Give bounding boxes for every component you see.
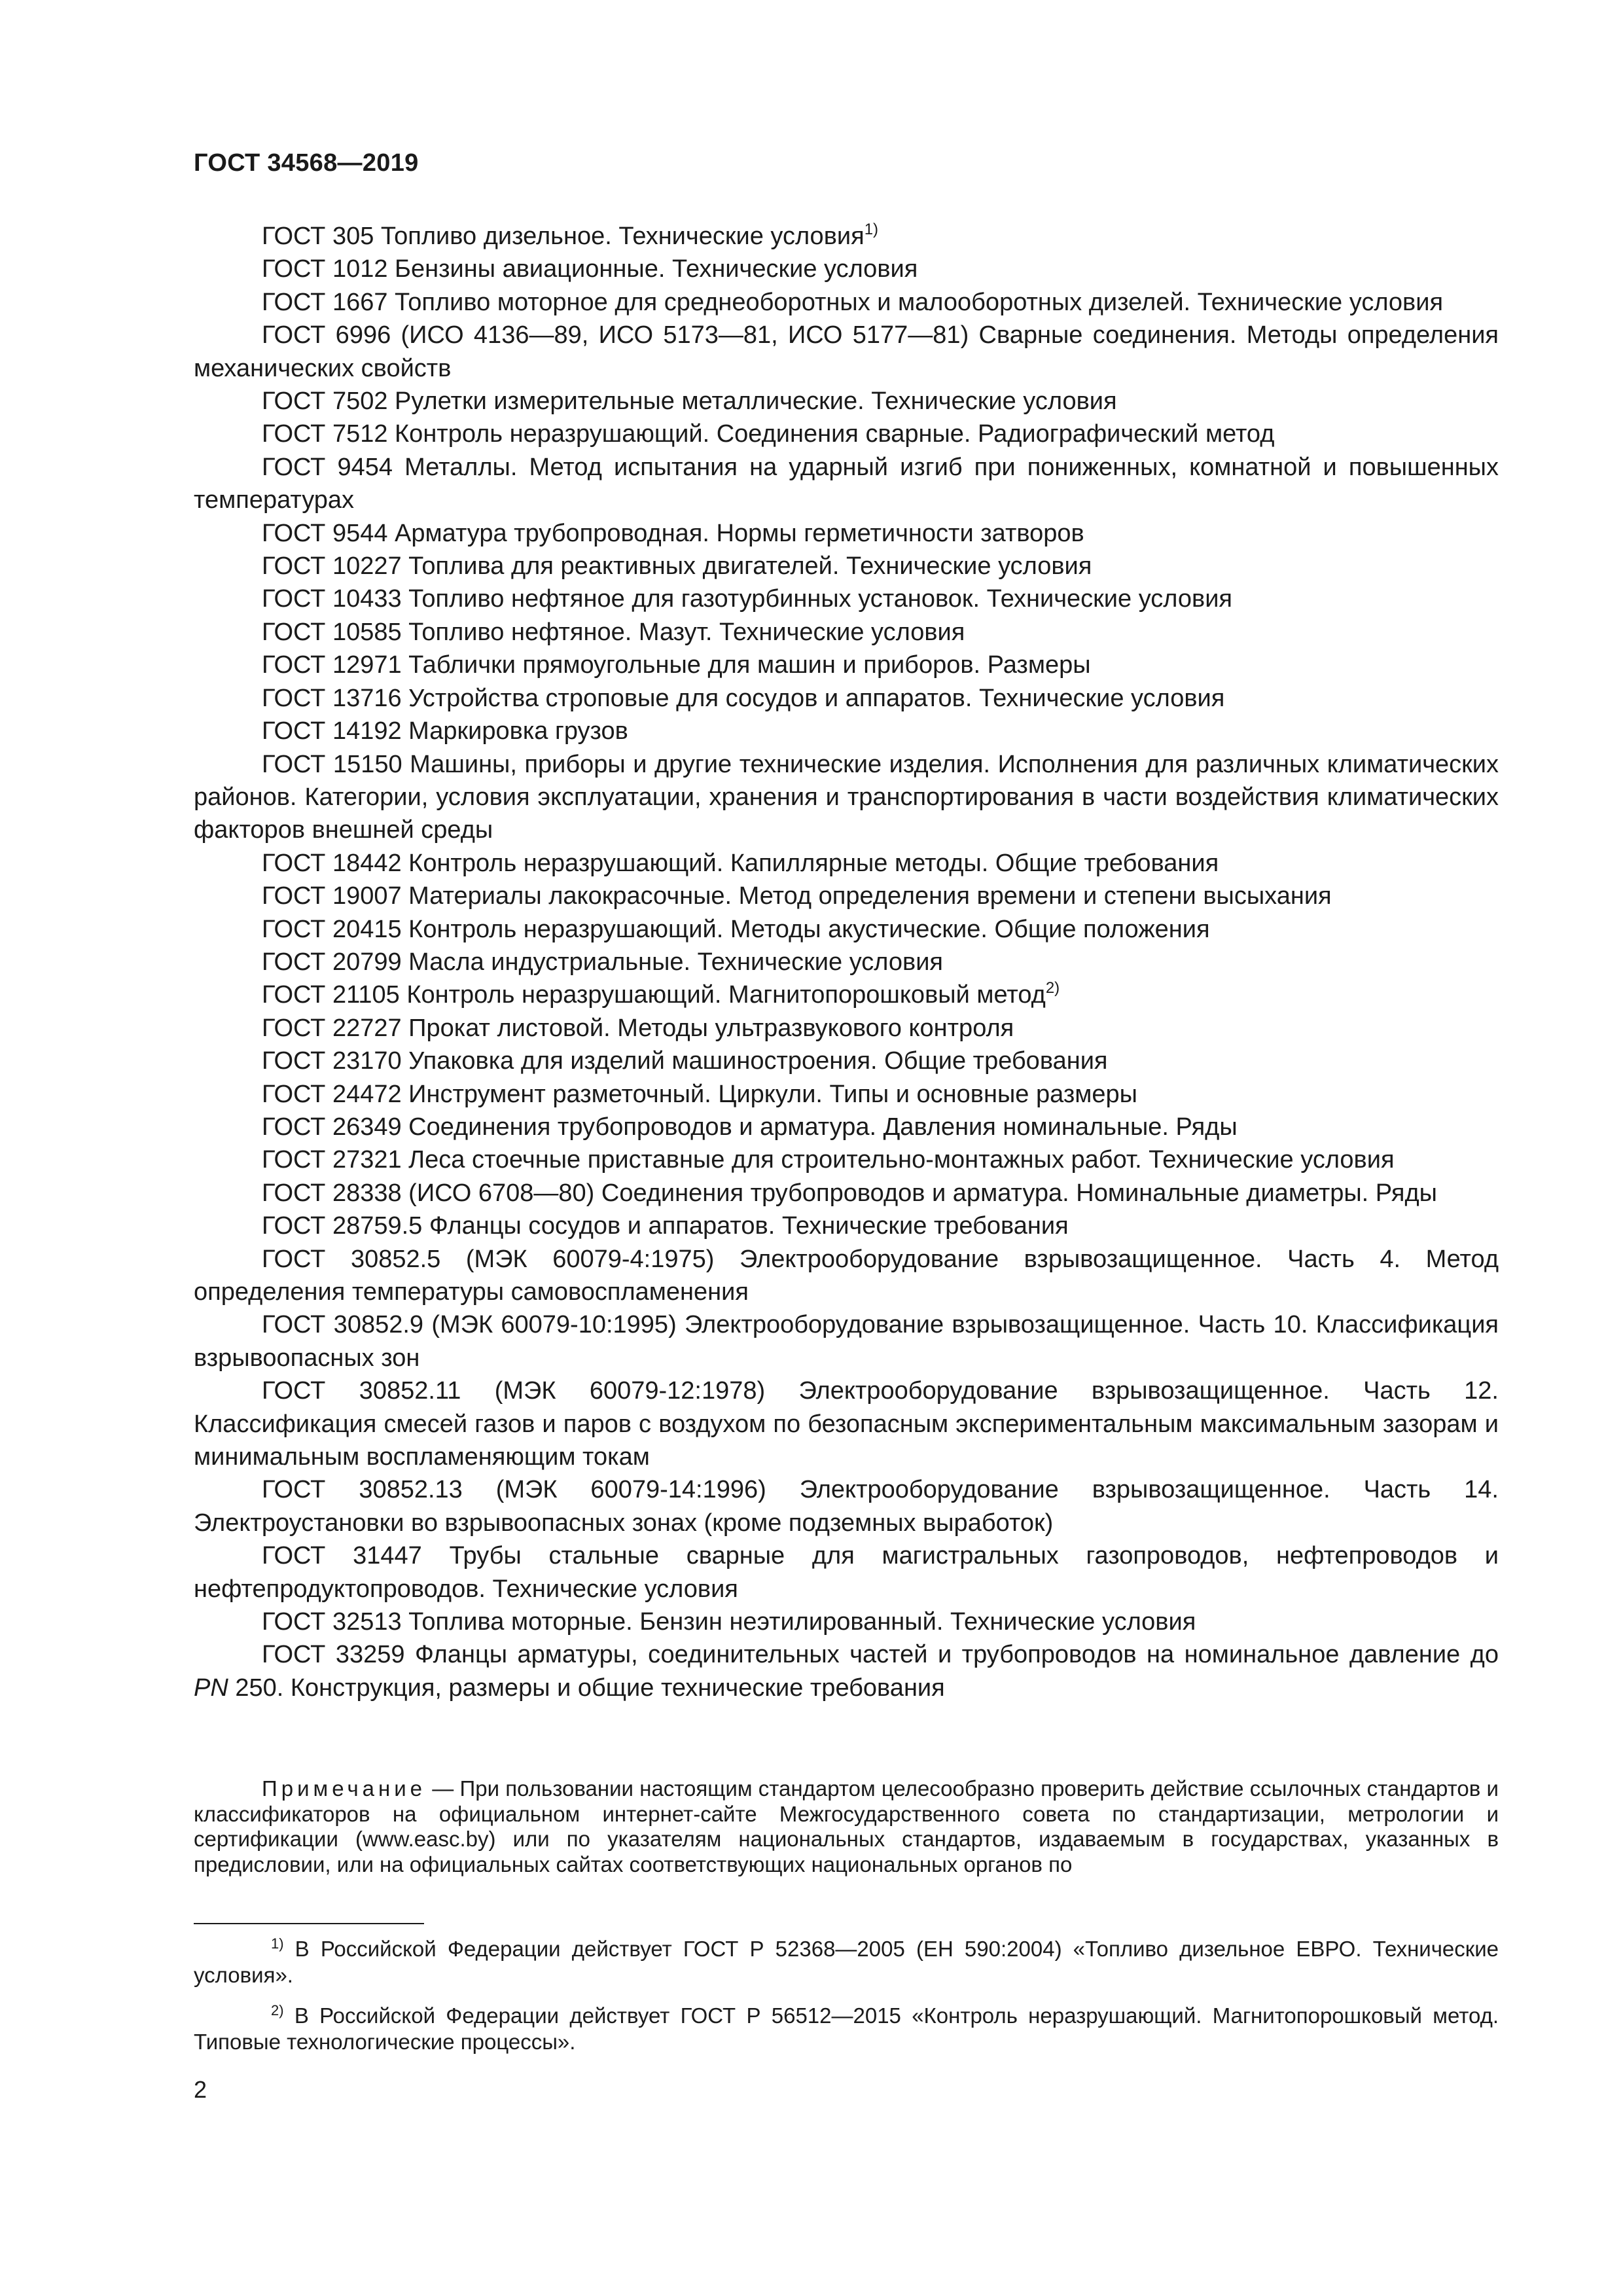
reference-item: ГОСТ 18442 Контроль неразрушающий. Капиллярные методы. Общие требования bbox=[262, 849, 1219, 877]
reference-item: ГОСТ 7512 Контроль неразрушающий. Соединения сварные. Радиографический метод bbox=[262, 420, 1275, 448]
reference-item: ГОСТ 22727 Прокат листовой. Методы ультразвукового контроля bbox=[262, 1014, 1014, 1042]
reference-item: ГОСТ 32513 Топлива моторные. Бензин неэтилированный. Технические условия bbox=[262, 1608, 1196, 1636]
reference-item: ГОСТ 33259 Фланцы арматуры, соединительных частей и трубопроводов на номинальное давление до PN 250. Конструкция, размеры и общие технические требования bbox=[194, 1641, 1499, 1702]
reference-item: ГОСТ 28759.5 Фланцы сосудов и аппаратов. Технические требования bbox=[262, 1212, 1069, 1240]
reference-item: ГОСТ 10433 Топливо нефтяное для газотурбинных установок. Технические условия bbox=[262, 585, 1233, 613]
reference-item: ГОСТ 12971 Таблички прямоугольные для машин и приборов. Размеры bbox=[262, 651, 1091, 679]
footnote-1: $^{1)}$ В Российской Федерации действует ГОСТ Р 52368—2005 (ЕН 590:2004) «Топливо дизельное ЕВРО. Технические условия». bbox=[194, 1935, 1499, 1987]
reference-item: ГОСТ 1012 Бензины авиационные. Технические условия bbox=[262, 255, 918, 283]
reference-item: ГОСТ 23170 Упаковка для изделий машиностроения. Общие требования bbox=[262, 1047, 1108, 1075]
reference-item: ГОСТ 10585 Топливо нефтяное. Мазут. Технические условия bbox=[262, 618, 965, 646]
normative-references-list bbox=[194, 220, 1499, 1704]
reference-item: ГОСТ 30852.13 (МЭК 60079-14:1996) Электрооборудование взрывозащищенное. Часть 14. Электроустановки во взрывоопасных зонах (кроме подземных выработок) bbox=[194, 1476, 1499, 1537]
document-header: ГОСТ 34568—2019 bbox=[194, 149, 419, 177]
footnote-marker: 2) bbox=[1045, 979, 1060, 997]
reference-item: ГОСТ 7502 Рулетки измерительные металлические. Технические условия bbox=[262, 387, 1117, 416]
reference-item: ГОСТ 31447 Трубы стальные сварные для магистральных газопроводов, нефтепроводов и нефтепродуктопроводов. Технические условия bbox=[194, 1542, 1499, 1603]
reference-item: ГОСТ 30852.5 (МЭК 60079-4:1975) Электрооборудование взрывозащищенное. Часть 4. Метод определения температуры самовоспламенения bbox=[194, 1245, 1499, 1306]
footnote-separator bbox=[194, 1923, 424, 1924]
reference-item: ГОСТ 30852.9 (МЭК 60079-10:1995) Электрооборудование взрывозащищенное. Часть 10. Классификация взрывоопасных зон bbox=[194, 1311, 1499, 1372]
reference-item: ГОСТ 27321 Леса стоечные приставные для строительно-монтажных работ. Технические условия bbox=[262, 1146, 1395, 1174]
page-number: 2 bbox=[194, 2076, 207, 2103]
footnote-mark: 2) bbox=[271, 2002, 284, 2018]
note-paragraph bbox=[194, 1776, 1499, 1877]
reference-item: ГОСТ 9454 Металлы. Метод испытания на ударный изгиб при пониженных, комнатной и повышенных температурах bbox=[194, 453, 1499, 514]
reference-item: ГОСТ 10227 Топлива для реактивных двигателей. Технические условия bbox=[262, 552, 1092, 581]
reference-item: ГОСТ 24472 Инструмент разметочный. Циркули. Типы и основные размеры bbox=[262, 1080, 1137, 1108]
reference-item: ГОСТ 30852.11 (МЭК 60079-12:1978) Электрооборудование взрывозащищенное. Часть 12. Классификация смесей газов и паров с воздухом по безопасным экспериментальным максимальным зазорам и минимальным воспламеняющим токам bbox=[194, 1377, 1499, 1471]
footnote-marker: 1) bbox=[864, 221, 879, 238]
reference-item: ГОСТ 6996 (ИСО 4136—89, ИСО 5173—81, ИСО 5177—81) Сварные соединения. Методы определения механических свойств bbox=[194, 321, 1499, 382]
reference-item: ГОСТ 19007 Материалы лакокрасочные. Метод определения времени и степени высыхания bbox=[262, 882, 1332, 910]
reference-item: ГОСТ 9544 Арматура трубопроводная. Нормы герметичности затворов bbox=[262, 519, 1084, 547]
reference-item: ГОСТ 15150 Машины, приборы и другие технические изделия. Исполнения для различных климатических районов. Категории, условия эксплуатации, хранения и транспортирования в части воздействия климатических факторов внешней среды bbox=[194, 750, 1499, 844]
footnote-mark: 1) bbox=[271, 1935, 284, 1952]
pn-symbol: PN bbox=[194, 1674, 228, 1702]
reference-item: ГОСТ 13716 Устройства строповые для сосудов и аппаратов. Технические условия bbox=[262, 684, 1225, 712]
footnote-2: $^{2)}$ В Российской Федерации действует ГОСТ Р 56512—2015 «Контроль неразрушающий. Магнитопорошковый метод. Типовые технологические процессы». bbox=[194, 2002, 1499, 2054]
reference-item: ГОСТ 1667 Топливо моторное для среднеоборотных и малооборотных дизелей. Технические условия bbox=[262, 288, 1444, 316]
reference-item: ГОСТ 14192 Маркировка грузов bbox=[262, 717, 628, 745]
reference-item: ГОСТ 20415 Контроль неразрушающий. Методы акустические. Общие положения bbox=[262, 915, 1210, 943]
reference-item: ГОСТ 26349 Соединения трубопроводов и арматура. Давления номинальные. Ряды bbox=[262, 1113, 1238, 1141]
reference-item: ГОСТ 20799 Масла индустриальные. Технические условия bbox=[262, 948, 943, 976]
note-text: — При пользовании настоящим стандартом целесообразно проверить действие ссылочных стандартов и классификаторов на официальном интернет-сайте Межгосударственного совета по стандартизации, метрологии и сертификации (www.easc.by) или по указателям национальных стандартов, издаваемым в государствах, указанных в предисловии, или на официальных сайтах соответствующих национальных органов по bbox=[194, 1776, 1499, 1876]
note-label: Примечание bbox=[262, 1776, 427, 1801]
reference-item: ГОСТ 28338 (ИСО 6708—80) Соединения трубопроводов и арматура. Номинальные диаметры. Ряды bbox=[262, 1179, 1437, 1207]
reference-item: ГОСТ 305 Топливо дизельное. Технические условия$^{1)}$ bbox=[262, 221, 879, 250]
reference-item: ГОСТ 21105 Контроль неразрушающий. Магнитопорошковый метод$^{2)}$ bbox=[262, 979, 1060, 1009]
